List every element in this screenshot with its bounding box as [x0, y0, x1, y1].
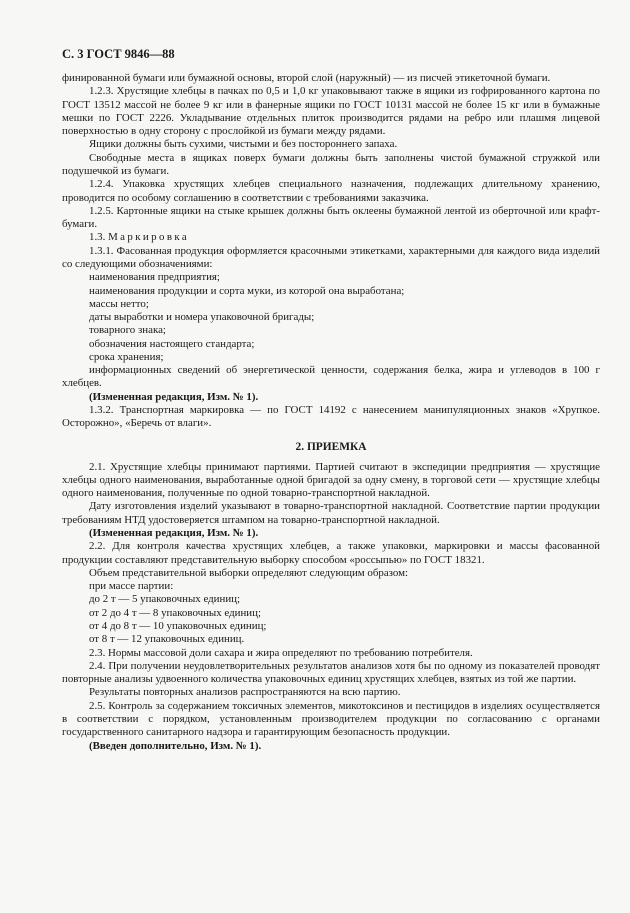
list-item: от 4 до 8 т — 10 упаковочных единиц;	[89, 619, 267, 632]
paragraph: 1.2.5. Картонные ящики на стыке крышек должны быть оклеены бумажной лентой из оберточной или крафт-бумаги.	[62, 204, 600, 231]
section-title: 2. ПРИЕМКА	[295, 440, 367, 453]
list-item: от 8 т — 12 упаковочных единиц.	[89, 633, 245, 646]
paragraph: Объем представительной выборки определяют следующим образом:	[89, 566, 409, 579]
paragraph: Результаты повторных анализов распространяются на всю партию.	[89, 686, 401, 699]
section-2-text	[62, 461, 600, 753]
paragraph: 2.2. Для контроля качества хрустящих хлебцев, а также упаковки, маркировки и массы фасованной продукции составляют представительную выборку способом «россыпью» по ГОСТ 18321.	[62, 540, 600, 566]
paragraph: финированной бумаги или бумажной основы, второй слой (наружный) — из писчей этикеточной бумаги.	[62, 72, 551, 84]
list-item: срока хранения;	[89, 350, 164, 363]
list-item: наименования продукции и сорта муки, из которой она выработана;	[89, 284, 405, 297]
paragraph: Свободные места в ящиках поверх бумаги должны быть заполнены чистой бумажной стружкой или подушечкой из бумаги.	[62, 151, 600, 177]
paragraph: 2.3. Нормы массовой доли сахара и жира определяют по требованию потребителя.	[89, 646, 473, 659]
list-item: до 2 т — 5 упаковочных единиц;	[89, 593, 241, 606]
paragraph: 1.3. Маркировка	[89, 231, 190, 244]
section-1-text	[62, 72, 600, 431]
document-page	[62, 47, 600, 753]
amendment-note: (Измененная редакция, Изм. № 1).	[89, 390, 259, 403]
paragraph: при массе партии:	[89, 580, 174, 593]
list-item: наименования предприятия;	[89, 271, 220, 284]
amendment-note: (Измененная редакция, Изм. № 1).	[89, 527, 259, 539]
paragraph: 1.3.2. Транспортная маркировка — по ГОСТ 14192 с нанесением манипуляционных знаков «Хрупкое. Осторожно», «Беречь от влаги».	[62, 404, 600, 430]
list-item: массы нетто;	[89, 297, 149, 310]
paragraph: Дату изготовления изделий указывают в товарно-транспортной накладной. Соответствие партии продукции требованиям НТД удостоверяется штампом на товарно-транспортной накладной.	[62, 500, 600, 526]
paragraph: Ящики должны быть сухими, чистыми и без постороннего запаха.	[89, 138, 398, 151]
paragraph: 2.5. Контроль за содержанием токсичных элементов, микотоксинов и пестицидов в изделиях осуществляется в соответствии с порядком, установленным производителем продукции по согласованию с органами государственного санитарного надзора и гарантирующим безопасность продукции.	[62, 699, 600, 739]
paragraph: 1.3.1. Фасованная продукция оформляется красочными этикетками, характерными для каждого вида изделий со следующими обозначениями:	[62, 244, 600, 270]
list-item: обозначения настоящего стандарта;	[89, 337, 255, 350]
page-header: С. 3 ГОСТ 9846—88	[62, 47, 175, 61]
list-item: от 2 до 4 т — 8 упаковочных единиц;	[89, 606, 261, 619]
paragraph: 1.2.3. Хрустящие хлебцы в пачках по 0,5 и 1,0 кг упаковывают также в ящики из гофрированного картона по ГОСТ 13512 массой не более 9 кг или в фанерные ящики по ГОСТ 10131 массой не более 15 кг или в бумажные мешки по ГОСТ 2226. Укладывание отдельных плиток производится рядами на ребро или плашмя лицевой поверхностью в одну сторону с прослойкой из бумаги между рядами.	[62, 85, 600, 138]
paragraph: 1.2.4. Упаковка хрустящих хлебцев специального назначения, подлежащих длительному хранению, проводится по особому соглашению в соответствии с требованиями заказчика.	[62, 178, 600, 204]
list-item: товарного знака;	[89, 324, 166, 337]
paragraph: 2.4. При получении неудовлетворительных результатов анализов хотя бы по одному из показателей проводят повторные анализы удвоенного количества упаковочных единиц хрустящих хлебцев, взятых из той же партии.	[62, 659, 600, 686]
list-item: даты выработки и номера упаковочной бригады;	[89, 311, 315, 324]
paragraph: 2.1. Хрустящие хлебцы принимают партиями. Партией считают в экспедиции предприятия — хрустящие хлебцы одного наименования, выработанные одной бригадой за одну смену, в торговой сети — хрустящие хлебцы одного наименования, полученные по одной товарно-транспортной накладной.	[62, 460, 600, 500]
amendment-note: (Введен дополнительно, Изм. № 1).	[89, 739, 262, 752]
paragraph: информационных сведений об энергетической ценности, содержания белка, жира и углеводов в 100 г хлебцев.	[62, 364, 600, 390]
